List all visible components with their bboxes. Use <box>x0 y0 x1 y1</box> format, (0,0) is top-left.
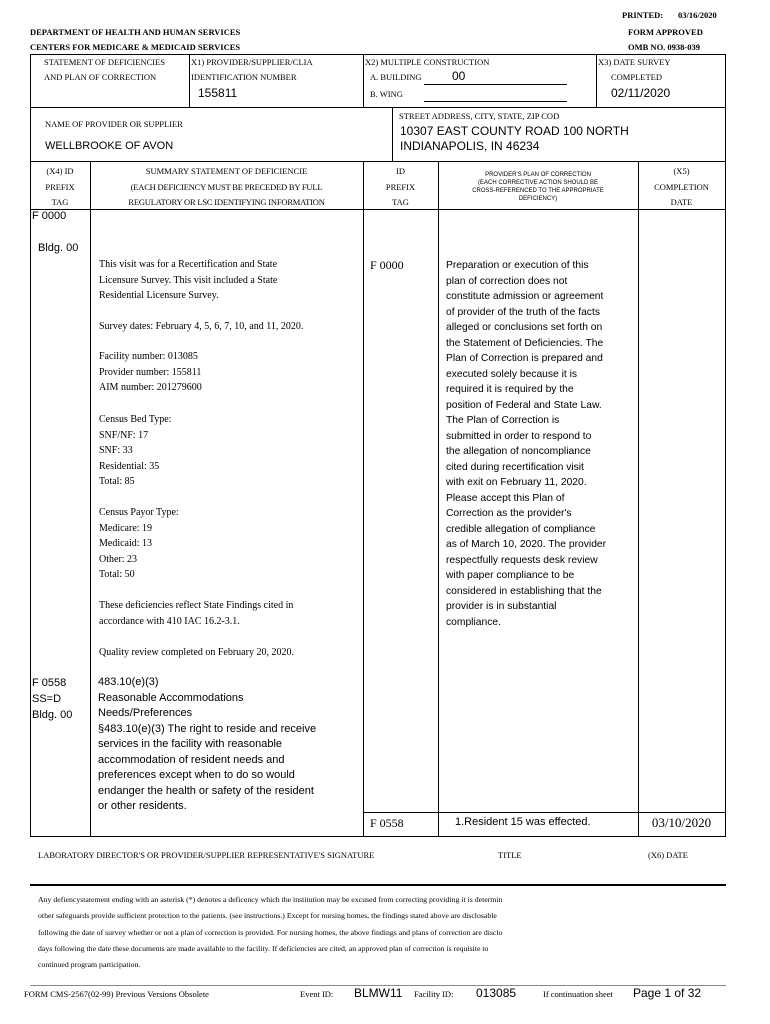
f0000-id-tag: F 0000 <box>370 258 404 272</box>
footer-form-number: FORM CMS-2567(02-99) Previous Versions Obsolete <box>24 989 209 999</box>
identification-number-label: IDENTIFICATION NUMBER <box>191 72 297 82</box>
omb-number: OMB NO. 0938-039 <box>628 42 701 52</box>
building-label: A. BUILDING <box>370 72 422 82</box>
address-line-2: INDIANAPOLIS, IN 46234 <box>400 139 540 153</box>
footer-event-id: BLMW11 <box>354 986 403 1000</box>
provider-id-value: 155811 <box>198 86 238 100</box>
address-line-1: 10307 EAST COUNTY ROAD 100 NORTH <box>400 124 629 138</box>
provider-name-value: WELLBROOKE OF AVON <box>45 140 174 152</box>
centers-title: CENTERS FOR MEDICARE & MEDICAID SERVICES <box>30 42 241 52</box>
date-survey-value: 02/11/2020 <box>611 86 671 100</box>
footer-page-number: Page 1 of 32 <box>633 986 702 1000</box>
footer-event-label: Event ID: <box>300 989 334 999</box>
f0000-plan-of-correction: Preparation or execution of this plan of correction does not constitute admission or agreement of provider of the truth of the facts alleged or conclusions set forth on the Statement of Deficiencies. The Plan of Correction is prepared and executed solely because it is required it is required by the position of Federal and State Law. The Plan of Correction is submitted in order to respond to the allegation of noncompliance cited during recertification visit with exit on February 11, 2020. Please accept this Plan of Correction as the provider's credible allegation of compliance as of March 10, 2020. The provider respectfully requests desk review with paper compliance to be considered in establishing that the provider is in substantial compliance. <box>446 260 607 628</box>
col-poc-line-3: CROSS-REFERENCED TO THE APPROPRIATE <box>472 188 604 194</box>
wing-label: B. WING <box>370 89 403 99</box>
col-poc-line-2: (EACH CORRECTIVE ACTION SHOULD BE <box>477 180 599 186</box>
col-x5-date: DATE <box>670 197 693 207</box>
col-poc-line-4: DEFICIENCY) <box>518 196 558 202</box>
department-title: DEPARTMENT OF HEALTH AND HUMAN SERVICES <box>30 27 241 37</box>
multiple-construction-label: X2) MULTIPLE CONSTRUCTION <box>365 57 490 67</box>
f0558-tag-block: F 0558 SS=D Bldg. 00 <box>32 677 73 721</box>
col-id-tag: TAG <box>392 197 409 207</box>
footer-facility-label: Facility ID: <box>414 989 454 999</box>
signature-date-label: (X6) DATE <box>648 850 688 860</box>
col-summary-line-2: (EACH DEFICIENCY MUST BE PRECEDED BY FULL <box>130 182 323 192</box>
col-poc-title: PROVIDER'S PLAN OF CORRECTION <box>485 172 591 178</box>
f0558-completion-date: 03/10/2020 <box>651 815 712 830</box>
f0000-bldg: Bldg. 00 <box>38 242 79 254</box>
printed-label: PRINTED: <box>622 10 664 20</box>
building-value: 00 <box>452 69 466 83</box>
date-survey-label: X3) DATE SURVEY <box>598 57 671 67</box>
f0000-summary-facility-numbers: Facility number: 013085 Provider number: 155811 AIM number: 201279600 <box>99 351 202 394</box>
f0000-summary-census-payor: Census Payor Type: Medicare: 19 Medicaid: 13 Other: 23 Total: 50 <box>99 507 179 581</box>
col-x4-prefix: PREFIX <box>45 182 75 192</box>
form-approved: FORM APPROVED <box>628 27 703 37</box>
signature-title-label: TITLE <box>498 850 522 860</box>
printed-date: 03/16/2020 <box>678 10 717 20</box>
f0000-summary-quality-review: Quality review completed on February 20, 2020. <box>99 647 294 658</box>
f0558-plan-of-correction: 1.Resident 15 was effected. <box>455 816 591 828</box>
f0000-summary-state-findings: These deficiencies reflect State Findings cited in accordance with 410 IAC 16.2-3.1. <box>99 600 294 627</box>
disclaimer-text: Any defiencystatement ending with an asterisk (*) denotes a deficency which the institution may be excused from correcting providing it is determin other safeguards provide sufficient protection to the patients. (see instructions.) Except for nursing homes, the findings stated above are disclosable following the date of survey whether or not a plan of correction is provided. For nursing homes, the above findings and plans of correction are disclo days following the date these documents are made available to the facility. If deficiencies are cited, an approved plan of correction is requisite to continued program participation. <box>38 895 503 970</box>
f0000-summary-survey-dates: Survey dates: February 4, 5, 6, 7, 10, and 11, 2020. <box>99 321 304 332</box>
f0000-summary-visit: This visit was for a Recertification and State Licensure Survey. This visit included a State Residential Licensure Survey. <box>99 259 278 302</box>
statement-label: STATEMENT OF DEFICIENCIES <box>44 57 166 67</box>
col-x5-completion: COMPLETION <box>654 182 709 192</box>
f0558-id-tag: F 0558 <box>370 816 404 830</box>
f0000-tag: F 0000 <box>32 210 67 222</box>
footer-facility-id: 013085 <box>476 986 517 1000</box>
provider-name-label: NAME OF PROVIDER OR SUPPLIER <box>45 119 183 129</box>
footer-continuation-label: If continuation sheet <box>543 989 613 999</box>
col-summary-line-3: REGULATORY OR LSC IDENTIFYING INFORMATION <box>128 197 325 207</box>
col-x4-label: (X4) ID <box>46 166 74 176</box>
f0558-summary: 483.10(e)(3) Reasonable Accommodations Needs/Preferences §483.10(e)(3) The right to reside and receive services in the facility with reasonable accommodation of resident needs and preferences except when to do so would endanger the health or safety of the resident or other residents. <box>98 676 317 812</box>
plan-of-correction-label: AND PLAN OF CORRECTION <box>44 72 157 82</box>
col-x4-tag: TAG <box>51 197 69 207</box>
provider-id-label: X1) PROVIDER/SUPPLIER/CLIA <box>191 57 313 67</box>
f0000-summary-census-bed: Census Bed Type: SNF/NF: 17 SNF: 33 Residential: 35 Total: 85 <box>99 414 172 488</box>
col-summary-title: SUMMARY STATEMENT OF DEFICIENCIE <box>145 166 308 176</box>
signature-label: LABORATORY DIRECTOR'S OR PROVIDER/SUPPLIER REPRESENTATIVE'S SIGNATURE <box>38 850 375 860</box>
col-x5-label: (X5) <box>673 166 690 176</box>
col-id-prefix: PREFIX <box>385 182 416 192</box>
address-label: STREET ADDRESS, CITY, STATE, ZIP COD <box>399 111 560 121</box>
col-id-label: ID <box>396 166 405 176</box>
completed-label: COMPLETED <box>611 72 662 82</box>
